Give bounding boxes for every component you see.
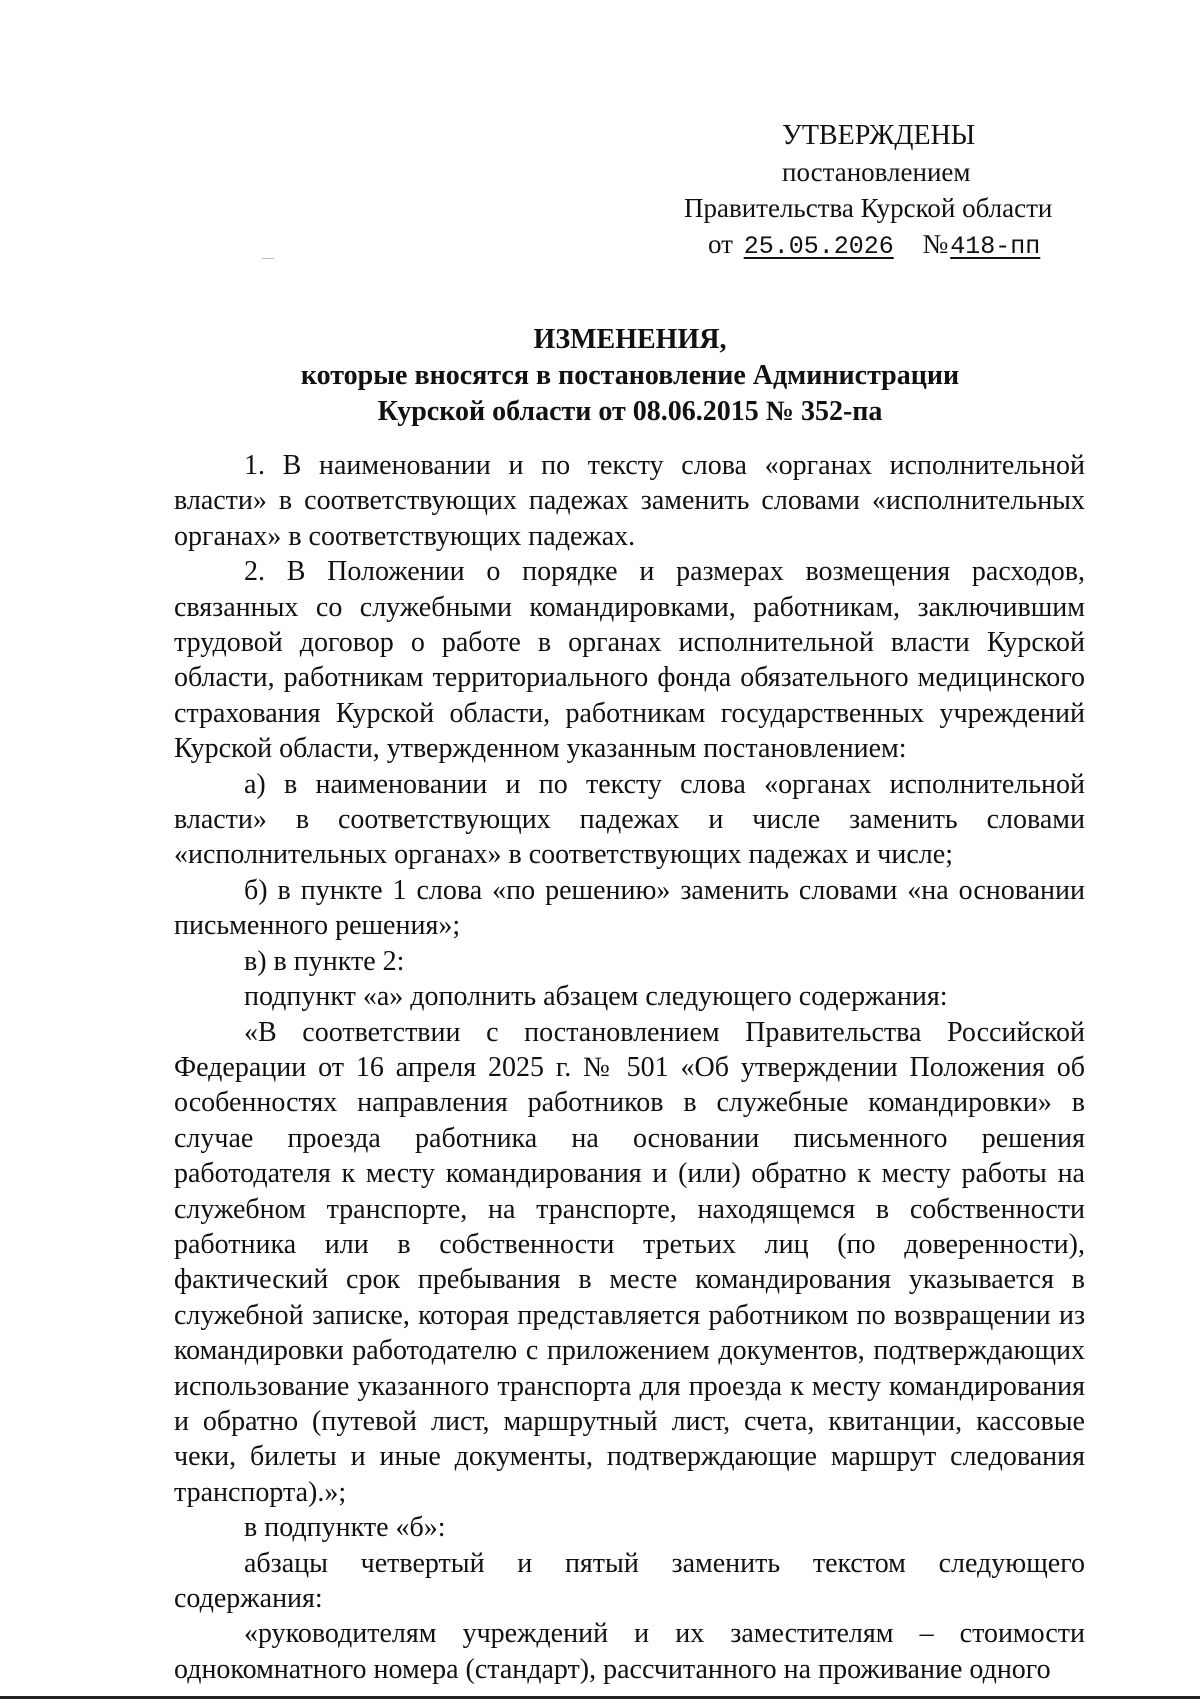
page-bottom-edge bbox=[0, 1696, 1200, 1699]
number-sign: № bbox=[922, 229, 949, 259]
paragraph-1: 1. В наименовании и по тексту слова «органах исполнительной власти» в соответствующих падежах заменить словами «исполнительных органах» в соответствующих падежах. bbox=[174, 450, 1085, 552]
paragraph-quote: «В соответствии с постановлением Правительства Российской Федерации от 16 апреля 2025 г. № 501 «Об утверждении Положения об особенностях направления работников в служебные командировки» в случае проезда работника на основании письменного решения работодателя к месту командирования и (или) обратно к месту работы на служебном транспорте, на транспорте, находящемся в собственности работника или в собственности третьих лиц (по доверенности), фактический срок пребывания в месте командирования указывается в служебной записке, которая представляется работником по возвращении из командировки работодателю с приложением документов, подтверждающих использование указанного транспорта для проезда к месту командирования и обратно (путевой лист, маршрутный лист, счета, квитанции, кассовые чеки, билеты и иные документы, подтверждающие маршрут следования транспорта).»; bbox=[174, 1016, 1085, 1508]
approval-line-date-number bbox=[672, 226, 1092, 265]
date-prefix: от bbox=[708, 229, 733, 259]
paragraph-2a: а) в наименовании и по тексту слова «органах исполнительной власти» в соответствующих падежах и числе заменить словами «исполнительных органах» в соответствующих падежах и числе; bbox=[174, 768, 1085, 871]
paragraph-2v: в) в пункте 2: bbox=[244, 945, 405, 977]
approval-stamp-block bbox=[672, 118, 1092, 265]
title-line-1: ИЗМЕНЕНИЯ, bbox=[533, 324, 727, 355]
paragraph-2: 2. В Положении о порядке и размерах возмещения расходов, связанных со служебными командировками, работникам, заключившим трудовой договор о работе в органах исполнительной власти Курской области, работникам территориального фонда обязательного медицинского страхования Курской области, работникам государственных учреждений Курской области, утвержденном указанным постановлением: bbox=[174, 556, 1085, 765]
document-title bbox=[170, 322, 1090, 430]
paragraph-subpoint-b: в подпункте «б»: bbox=[244, 1512, 446, 1544]
document-body bbox=[174, 448, 1085, 1687]
approval-date: 25.05.2026 bbox=[743, 232, 894, 261]
paragraph-heads: «руководителям учреждений и их заместителям – стоимости однокомнатного номера (стандарт), рассчитанного на проживание одного bbox=[174, 1618, 1085, 1685]
approval-line-resolution: постановлением bbox=[782, 157, 971, 187]
title-line-3: Курской области от 08.06.2015 № 352-па bbox=[377, 396, 883, 427]
approval-heading: УТВЕРЖДЕНЫ bbox=[782, 120, 976, 151]
scan-speck bbox=[262, 258, 274, 259]
paragraph-subpoint-a: подпункт «а» дополнить абзацем следующего содержания: bbox=[244, 981, 948, 1013]
approval-number: 418-пп bbox=[950, 232, 1041, 261]
approval-line-government: Правительства Курской области bbox=[684, 193, 1053, 223]
paragraph-2b: б) в пункте 1 слова «по решению» заменить словами «на основании письменного решения»; bbox=[174, 874, 1085, 942]
title-line-2: которые вносятся в постановление Администрации bbox=[300, 360, 960, 391]
paragraph-replace: абзацы четвертый и пятый заменить текстом следующего содержания: bbox=[174, 1547, 1085, 1614]
